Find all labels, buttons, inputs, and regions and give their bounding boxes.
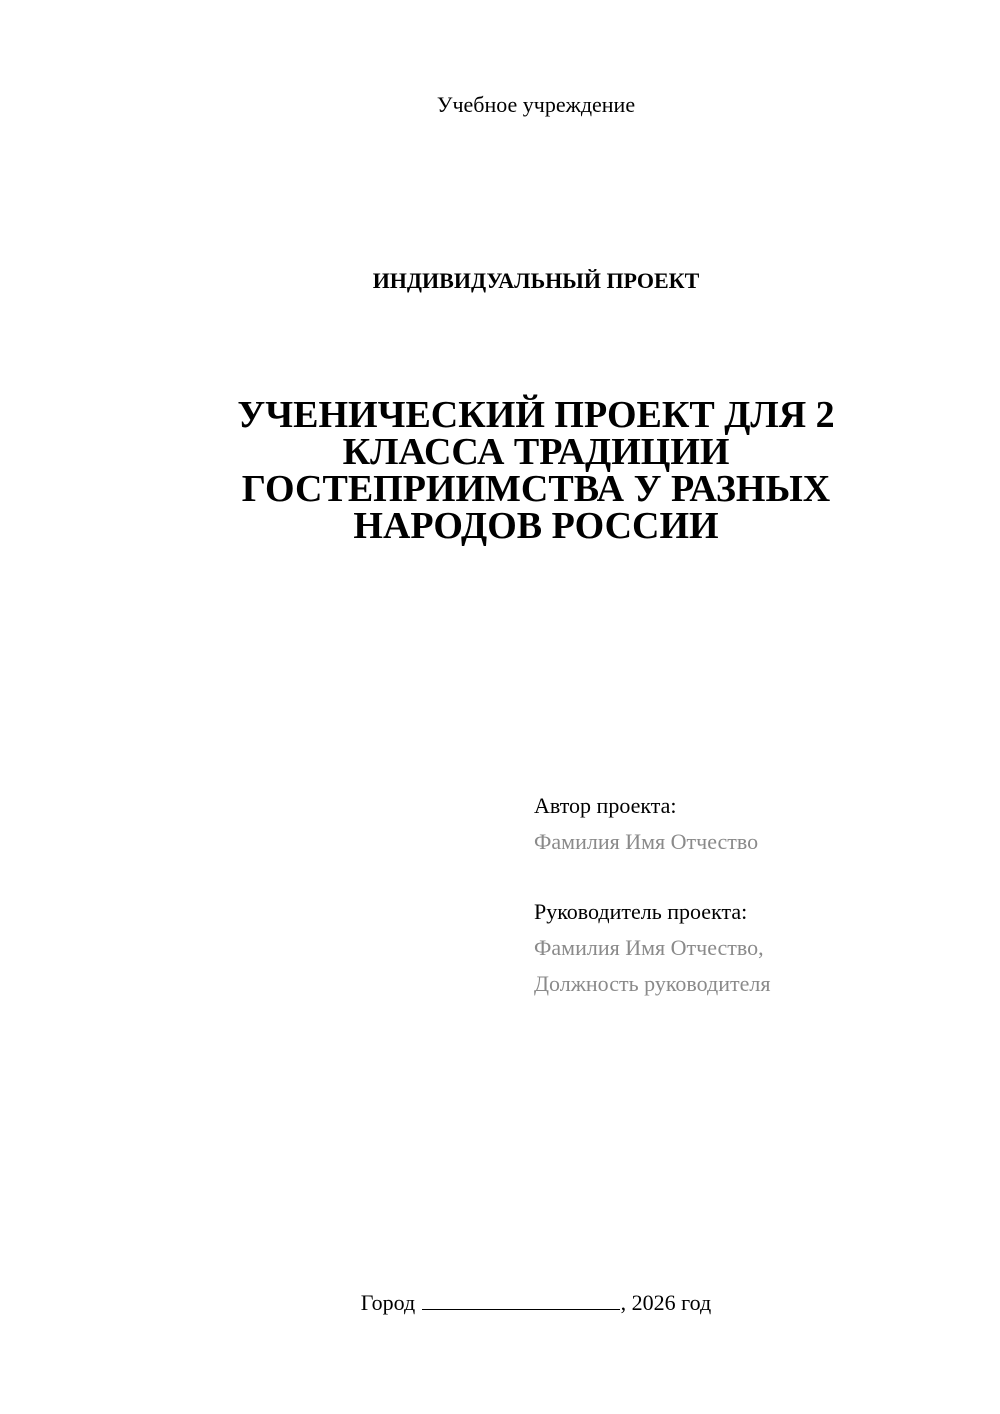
project-title-line: НАРОДОВ РОССИИ [353,505,719,547]
author-label: Автор проекта: [534,793,677,818]
year-text: , 2026 год [620,1290,712,1315]
project-type-heading: ИНДИВИДУАЛЬНЫЙ ПРОЕКТ [372,268,700,293]
institution-name: Учебное учреждение [436,92,636,117]
city-blank-underline [422,1291,620,1310]
supervisor-position: Должность руководителя [534,971,771,996]
credits-block [534,788,974,1002]
project-title-line: УЧЕНИЧЕСКИЙ ПРОЕКТ ДЛЯ 2 [237,394,835,436]
supervisor-name: Фамилия Имя Отчество, [534,935,764,960]
project-title-line: ГОСТЕПРИИМСТВА У РАЗНЫХ [241,468,831,510]
author-name: Фамилия Имя Отчество [534,829,759,854]
project-title-line: КЛАССА ТРАДИЦИИ [342,431,730,473]
city-year-line [0,1290,1000,1316]
supervisor-label: Руководитель проекта: [534,899,748,924]
project-title [200,394,872,547]
spacer [534,860,974,894]
city-label: Город [360,1290,416,1315]
